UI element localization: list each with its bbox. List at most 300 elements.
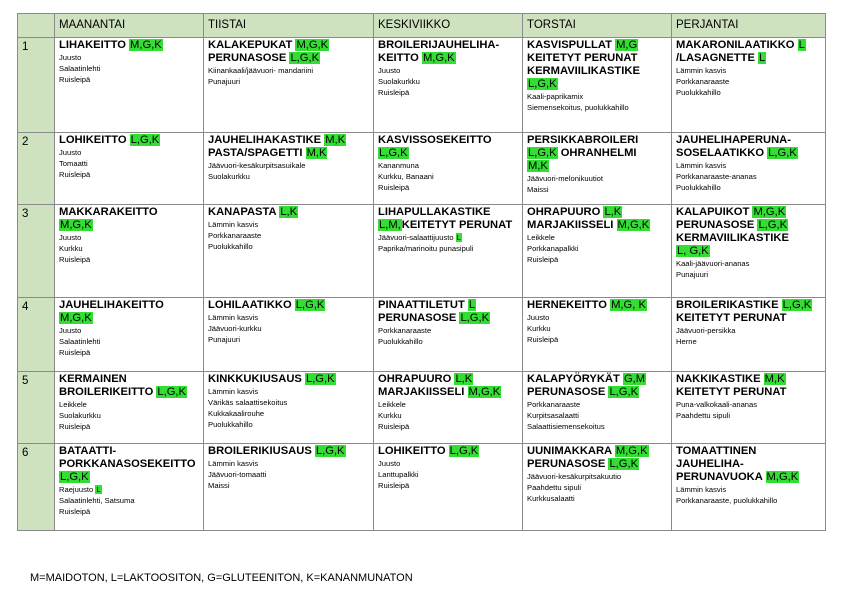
dish-line [378, 134, 519, 147]
dish-name: PERUNASOSE [527, 386, 609, 398]
menu-cell-wednesday [374, 38, 523, 133]
side-dish-line [378, 65, 519, 76]
side-dish-line [527, 102, 668, 113]
side-dish-text: Kurpitsasalaatti [527, 411, 579, 420]
diet-tag: L,K [455, 373, 473, 385]
menu-cell-tuesday [204, 444, 374, 531]
side-dish-text: Ruisleipä [527, 255, 559, 264]
side-dish-line [378, 336, 519, 347]
side-dish-line [527, 493, 668, 504]
side-dish-line [59, 495, 200, 506]
dish-name: PORKKANASOSEKEITTO [59, 458, 196, 470]
side-dish-text: Jäävuori-kesäkurpitsasuikale [208, 161, 306, 170]
side-dish-text: Jäävuori-melonikuutiot [527, 174, 603, 183]
dish-line [676, 232, 822, 245]
dish-name: UUNIMAKKARA [527, 445, 615, 457]
side-dish-text: Porkkanaraaste, puolukkahillo [676, 496, 778, 505]
dish-name: PERUNASOSE [676, 219, 758, 231]
side-dish-line [527, 410, 668, 421]
menu-cell-thursday [523, 133, 672, 205]
dish-name: NAKKIKASTIKE [676, 373, 764, 385]
dish-name: JAUHELIHAKASTIKE [208, 134, 325, 146]
dish-name: OHRAPUURO [527, 206, 604, 218]
side-dish-line [676, 484, 822, 495]
side-dish-line [208, 386, 370, 397]
dish-line [59, 219, 200, 232]
dish-line [59, 471, 200, 484]
dish-line [676, 219, 822, 232]
dish-line [527, 65, 668, 78]
side-dish-line [527, 254, 668, 265]
dish-line [527, 78, 668, 91]
side-dish-line [378, 171, 519, 182]
side-dish-text: Jäävuori-kurkku [208, 324, 262, 333]
side-dish-text: Porkkanaraaste [527, 400, 581, 409]
side-dish-text: Porkkanaraaste [208, 231, 262, 240]
menu-cell-monday [55, 298, 204, 372]
side-dish-text: Paprika/marinoitu punasipuli [378, 244, 474, 253]
dish-name: MARJAKIISSELI [378, 386, 468, 398]
diet-tag: L,G,K [449, 445, 479, 457]
dish-name: SOSELAATIKKO [676, 147, 768, 159]
side-dish-line [208, 419, 370, 430]
column-header-thursday: TORSTAI [523, 14, 672, 38]
side-dish-line [208, 230, 370, 241]
menu-cell-friday [672, 205, 826, 298]
dish-name: MARJAKIISSELI [527, 219, 617, 231]
diet-tag: L,G,K [315, 445, 345, 457]
dish-line [527, 206, 668, 219]
side-dish-line [208, 397, 370, 408]
side-dish-text: Siemensekoitus, puolukkahillo [527, 103, 629, 112]
side-dish-text: Puolukkahillo [208, 420, 253, 429]
dish-line [527, 445, 668, 458]
diet-tag: L,G,K [305, 373, 335, 385]
dish-line [527, 299, 668, 312]
dish-line [59, 299, 200, 312]
side-dish-text: Leikkele [59, 400, 87, 409]
diet-tag: L,G,K [60, 471, 89, 483]
dish-line [208, 39, 370, 52]
side-dish-line [208, 312, 370, 323]
side-dish-text: Puolukkahillo [378, 337, 423, 346]
column-header-friday: PERJANTAI [672, 14, 826, 38]
side-dish-line [527, 323, 668, 334]
side-dish-text: Kukkakaalirouhe [208, 409, 265, 418]
diet-tag: L,K [280, 206, 298, 218]
dish-name: KEITETYT PERUNAT [527, 52, 638, 64]
side-dish-text: Porkkanaraaste [676, 77, 730, 86]
menu-cell-thursday [523, 444, 672, 531]
dish-name: KEITETYT PERUNAT [676, 312, 787, 324]
side-dish-text: Lämmin kasvis [676, 66, 727, 75]
side-dish-line [378, 160, 519, 171]
menu-cell-monday [55, 372, 204, 444]
dish-line [527, 39, 668, 52]
side-dish-text: Lämmin kasvis [676, 161, 727, 170]
side-dish-text: Punajuuri [208, 77, 241, 86]
dish-name: PERUNASOSE [378, 312, 460, 324]
side-dish-text: Kaali-jäävuori-ananas [676, 259, 750, 268]
side-dish-line [59, 243, 200, 254]
side-dish-line [59, 169, 200, 180]
side-dish-line [527, 421, 668, 432]
menu-cell-thursday [523, 298, 672, 372]
menu-cell-wednesday [374, 298, 523, 372]
dish-name: HERNEKEITTO [527, 299, 611, 311]
side-dish-text: Kurkku [378, 411, 402, 420]
dish-line [208, 206, 370, 219]
menu-cell-monday [55, 38, 204, 133]
side-dish-text: Paahdettu sipuli [527, 483, 582, 492]
side-dish-line [208, 160, 370, 171]
side-dish-line [676, 410, 822, 421]
week-number: 3 [18, 205, 55, 298]
dish-name: PINAATTILETUT [378, 299, 468, 311]
dish-name: LOHIKEITTO [59, 134, 130, 146]
dish-line [527, 134, 668, 147]
diet-tag: M,G,K [296, 39, 329, 51]
side-dish-text: Maissi [208, 481, 230, 490]
side-dish-text: Värikäs salaattisekoitus [208, 398, 288, 407]
diet-tag: L,G,K [130, 134, 160, 146]
dish-line [378, 206, 519, 219]
side-dish-line [527, 471, 668, 482]
dish-name: KASVISSOSEKEITTO [378, 134, 492, 146]
side-dish-line [527, 232, 668, 243]
side-dish-text: Ruisleipä [378, 183, 410, 192]
diet-tag: L [96, 485, 101, 494]
dish-line [208, 134, 370, 147]
diet-tag: L,G,K [379, 147, 408, 159]
dish-name: LIHAKEITTO [59, 39, 130, 51]
dish-name: KEITETYT PERUNAT [401, 219, 513, 231]
side-dish-line [378, 182, 519, 193]
side-dish-text: Salaatinlehti, Satsuma [59, 496, 135, 505]
side-dish-text: Jäävuori-kesäkurpitsakuutio [527, 472, 622, 481]
dish-name: JAUHELIHAPERUNA- [676, 134, 791, 146]
dish-name: KEITTO [378, 52, 422, 64]
dish-line [527, 52, 668, 65]
dish-name: PERUNASOSE [208, 52, 290, 64]
side-dish-line [59, 336, 200, 347]
week-number: 2 [18, 133, 55, 205]
diet-tag: M,G,K [60, 219, 92, 231]
side-dish-line [59, 506, 200, 517]
menu-cell-thursday [523, 205, 672, 298]
dish-name: KANAPASTA [208, 206, 280, 218]
week-number: 6 [18, 444, 55, 531]
menu-cell-thursday [523, 372, 672, 444]
side-dish-line [378, 243, 519, 254]
side-dish-line [378, 480, 519, 491]
side-dish-text: Kurkkusalaatti [527, 494, 575, 503]
side-dish-text: Ruisleipä [59, 170, 91, 179]
side-dish-text: Suolakurkku [378, 77, 420, 86]
side-dish-text: Lämmin kasvis [208, 387, 259, 396]
dish-line [208, 147, 370, 160]
side-dish-line [378, 458, 519, 469]
dish-name: LOHILAATIKKO [208, 299, 295, 311]
side-dish-text: Herne [676, 337, 697, 346]
side-dish-line [378, 87, 519, 98]
dish-name: KERMAVIILIKASTIKE [527, 65, 640, 77]
allergen-legend: M=MAIDOTON, L=LAKTOOSITON, G=GLUTEENITON, K=KANANMUNATON [30, 572, 413, 584]
side-dish-text: Tomaatti [59, 159, 88, 168]
side-dish-text: Ruisleipä [378, 422, 410, 431]
menu-cell-thursday [523, 38, 672, 133]
dish-line [527, 160, 668, 173]
dish-name: /LASAGNETTE [676, 52, 759, 64]
dish-line [676, 52, 822, 65]
diet-tag: M,G,K [753, 206, 786, 218]
side-dish-text: Juusto [59, 326, 82, 335]
side-dish-line [676, 76, 822, 87]
dish-line [378, 52, 519, 65]
menu-body [18, 38, 826, 531]
side-dish-text: Kaali-paprikamix [527, 92, 584, 101]
diet-tag: L,K [604, 206, 622, 218]
side-dish-line [208, 171, 370, 182]
menu-cell-monday [55, 133, 204, 205]
dish-line [378, 39, 519, 52]
side-dish-line [378, 421, 519, 432]
side-dish-text: Juusto [59, 53, 82, 62]
diet-tag: L, G,K [677, 245, 709, 257]
week-row [18, 372, 826, 444]
dish-name: KALAKEPUKAT [208, 39, 296, 51]
dish-line [378, 386, 519, 399]
side-dish-line [527, 243, 668, 254]
dish-name: KINKKUKIUSAUS [208, 373, 305, 385]
diet-tag: L,G,K [157, 386, 186, 398]
dish-name: KEITETYT PERUNAT [676, 386, 787, 398]
side-dish-line [676, 269, 822, 280]
side-dish-line [208, 334, 370, 345]
side-dish-line [59, 254, 200, 265]
week-number: 4 [18, 298, 55, 372]
side-dish-text: Puolukkahillo [676, 88, 721, 97]
side-dish-text: Suolakurkku [59, 411, 101, 420]
diet-tag: M,G,K [422, 52, 455, 64]
dish-line [527, 386, 668, 399]
side-dish-line [378, 76, 519, 87]
diet-tag: L,M, [379, 219, 401, 231]
diet-tag: L,G,K [295, 299, 325, 311]
diet-tag: M,K [325, 134, 346, 146]
dish-name: BROILERIKIUSAUS [208, 445, 315, 457]
side-dish-text: Lämmin kasvis [208, 313, 259, 322]
side-dish-text: Juusto [527, 313, 550, 322]
menu-cell-tuesday [204, 205, 374, 298]
diet-tag: L,G,K [290, 52, 320, 64]
side-dish-text: Porkkanaraaste-ananas [676, 172, 757, 181]
dish-line [378, 445, 519, 458]
side-dish-line [527, 91, 668, 102]
menu-cell-friday [672, 444, 826, 531]
side-dish-text: Puolukkahillo [208, 242, 253, 251]
dish-name: PERSIKKABROILERI [527, 134, 639, 146]
side-dish-text: Lanttupalkki [378, 470, 419, 479]
side-dish-line [59, 410, 200, 421]
menu-cell-monday [55, 205, 204, 298]
side-dish-text: Ruisleipä [59, 75, 91, 84]
side-dish-text: Leikkele [527, 233, 555, 242]
dish-name: LOHIKEITTO [378, 445, 449, 457]
dish-line [676, 299, 822, 312]
side-dish-line [527, 312, 668, 323]
dish-name: BATAATTI- [59, 445, 117, 457]
side-dish-line [378, 469, 519, 480]
diet-tag: L [468, 299, 476, 311]
dish-line [676, 245, 822, 258]
side-dish-text: Jäävuori-tomaatti [208, 470, 267, 479]
side-dish-line [208, 219, 370, 230]
side-dish-text: Ruisleipä [59, 507, 91, 516]
diet-tag: L,G,K [782, 299, 812, 311]
diet-tag: L,G,K [768, 147, 797, 159]
diet-tag: M,K [306, 147, 327, 159]
side-dish-line [676, 336, 822, 347]
column-header-wednesday: KESKIVIIKKO [374, 14, 523, 38]
diet-tag: L [798, 39, 805, 51]
side-dish-text: Porkkanapalkki [527, 244, 579, 253]
dish-name: BROILERIKASTIKE [676, 299, 782, 311]
dish-line [676, 471, 822, 484]
week-row [18, 38, 826, 133]
dish-name: BROILERIJAUHELIHA- [378, 39, 500, 51]
side-dish-line [527, 184, 668, 195]
menu-cell-tuesday [204, 38, 374, 133]
weekly-menu-table [17, 13, 826, 531]
side-dish-line [676, 182, 822, 193]
diet-tag: L,G,K [758, 219, 788, 231]
side-dish-text: Punajuuri [208, 335, 241, 344]
side-dish-line [676, 171, 822, 182]
side-dish-line [676, 65, 822, 76]
week-number-header [18, 14, 55, 38]
menu-cell-tuesday [204, 298, 374, 372]
dish-line [676, 206, 822, 219]
menu-cell-tuesday [204, 372, 374, 444]
menu-cell-friday [672, 372, 826, 444]
side-dish-text: Salaatinlehti [59, 337, 101, 346]
week-row [18, 444, 826, 531]
side-dish-line [676, 258, 822, 269]
side-dish-text: Ruisleipä [378, 88, 410, 97]
dish-line [59, 445, 200, 458]
side-dish-line [378, 325, 519, 336]
side-dish-line [208, 480, 370, 491]
side-dish-text: Leikkele [378, 400, 406, 409]
side-dish-text: Paahdettu sipuli [676, 411, 731, 420]
diet-tag: L,G,K [528, 78, 557, 90]
dish-name: KERMAVIILIKASTIKE [676, 232, 789, 244]
dish-name: PERUNAVUOKA [676, 471, 766, 483]
week-row [18, 298, 826, 372]
side-dish-text: Ruisleipä [59, 422, 91, 431]
header-row [18, 14, 826, 38]
side-dish-text: Kananmuna [378, 161, 419, 170]
diet-tag: M,K [528, 160, 548, 172]
diet-tag: M,G,K [468, 386, 501, 398]
side-dish-line [378, 410, 519, 421]
side-dish-line [378, 232, 519, 243]
dish-line [527, 373, 668, 386]
side-dish-text: Juusto [378, 66, 401, 75]
diet-tag: M,G,K [617, 219, 650, 231]
week-number: 1 [18, 38, 55, 133]
side-dish-text: Punajuuri [676, 270, 709, 279]
dish-name: KALAPUIKOT [676, 206, 753, 218]
diet-tag: M,G,K [130, 39, 162, 51]
side-dish-text: Jäävuori-persikka [676, 326, 736, 335]
side-dish-line [59, 52, 200, 63]
dish-name: BROILERIKEITTO [59, 386, 157, 398]
side-dish-text: Ruisleipä [527, 335, 559, 344]
dish-line [527, 458, 668, 471]
dish-name: MAKKARAKEITTO [59, 206, 158, 218]
week-row [18, 205, 826, 298]
menu-cell-wednesday [374, 372, 523, 444]
side-dish-text: Ruisleipä [59, 255, 91, 264]
dish-name: KASVISPULLAT [527, 39, 616, 51]
dish-line [676, 373, 822, 386]
dish-line [378, 299, 519, 312]
side-dish-line [208, 458, 370, 469]
side-dish-text: Lämmin kasvis [208, 220, 259, 229]
diet-tag: L [456, 233, 461, 242]
side-dish-line [676, 87, 822, 98]
side-dish-line [59, 147, 200, 158]
side-dish-text: Salaattisiemensekoitus [527, 422, 605, 431]
menu-cell-tuesday [204, 133, 374, 205]
diet-tag: G,M [623, 373, 646, 385]
side-dish-text: Juusto [378, 459, 401, 468]
dish-line [59, 206, 200, 219]
dish-name: LIHAPULLAKASTIKE [378, 206, 491, 218]
side-dish-text: Kiinankaali/jäävuori- mandariini [208, 66, 314, 75]
dish-line [208, 299, 370, 312]
side-dish-text: Lämmin kasvis [208, 459, 259, 468]
side-dish-text: Salaatinlehti [59, 64, 101, 73]
dish-line [378, 312, 519, 325]
side-dish-text: Lämmin kasvis [676, 485, 727, 494]
side-dish-text: Puna-valkokaali-ananas [676, 400, 758, 409]
diet-tag: M,G,K [615, 445, 648, 457]
dish-name: MAKARONILAATIKKO [676, 39, 798, 51]
menu-cell-friday [672, 38, 826, 133]
diet-tag: L,G,K [528, 147, 557, 159]
dish-name: OHRANHELMI [557, 147, 637, 159]
side-dish-line [378, 399, 519, 410]
dish-name: JAUHELIHA- [676, 458, 744, 470]
side-dish-line [208, 65, 370, 76]
dish-line [676, 39, 822, 52]
dish-line [378, 219, 519, 232]
side-dish-text: Kurkku [527, 324, 551, 333]
dish-line [378, 373, 519, 386]
dish-line [676, 134, 822, 147]
week-number: 5 [18, 372, 55, 444]
side-dish-line [59, 63, 200, 74]
dish-line [676, 312, 822, 325]
dish-line [59, 134, 200, 147]
dish-line [527, 147, 668, 160]
side-dish-text: Jäävuori-salaattijuusto [378, 233, 456, 242]
diet-tag: M,G,K [766, 471, 799, 483]
dish-line [527, 219, 668, 232]
